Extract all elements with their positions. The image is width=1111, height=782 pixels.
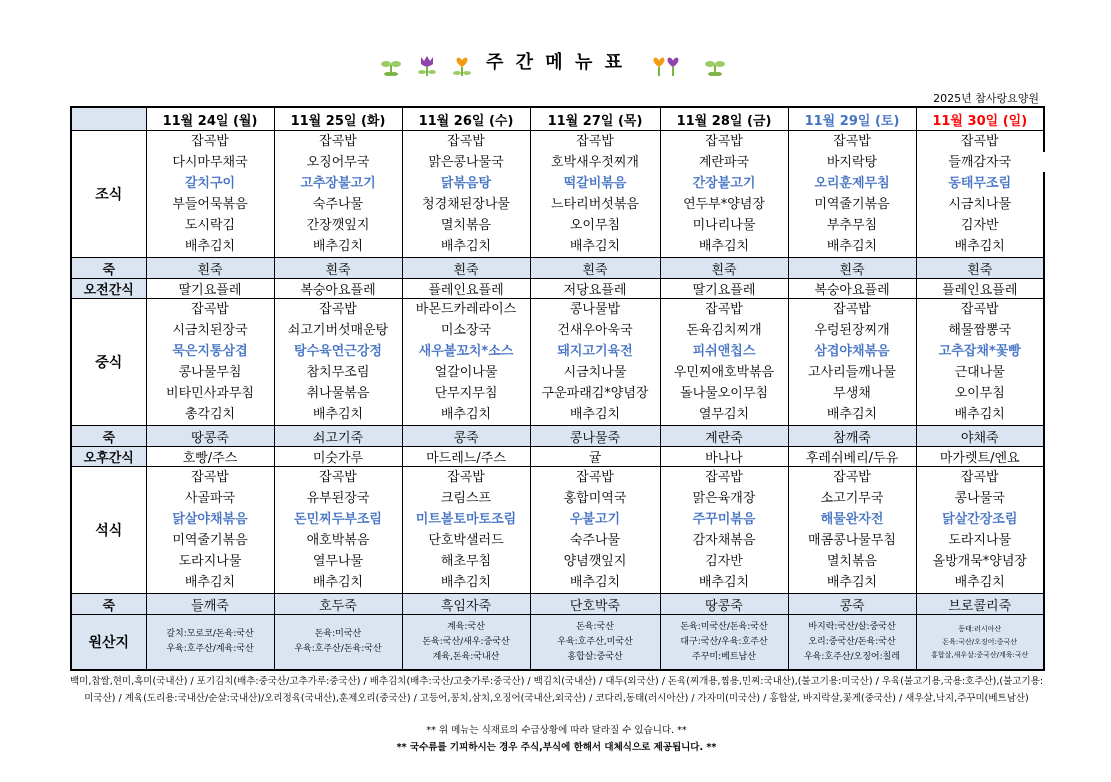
menu-item: 양념깻잎지 [563,554,627,569]
menu-item: 잡곡밥 [833,134,871,149]
menu-item: 사골파국 [184,491,236,506]
day-header: 11월 30일 (일) [916,107,1044,131]
menu-item: 단무지무침 [434,386,498,401]
title-row [0,44,1111,84]
menu-item: 돌나물오이무침 [680,386,768,401]
origin-label: 원산지 [71,615,146,671]
breakfast-cell [660,131,788,258]
menu-item: 잡곡밥 [191,470,229,485]
menu-item: 배추김치 [184,575,236,590]
menu-item: 연두부*양념장 [683,197,765,212]
menu-item: 부추무침 [826,218,878,233]
heart-flower-pair-icon [646,54,686,78]
pm-snack-row [71,447,1044,467]
menu-item: 청경채된장나물 [422,197,510,212]
pm-snack-item: 후레쉬베리/두유 [788,447,916,467]
menu-item: 배추김치 [569,407,621,422]
menu-item: 바몬드카레라이스 [415,302,517,317]
menu-item: 얼갈이나물 [434,365,498,380]
menu-item: 느타리버섯볶음 [551,197,639,212]
menu-item: 배추김치 [954,239,1005,254]
origin-line: 돈육:미국산 [314,629,362,639]
origin-cell [274,615,402,671]
origin-line: 주꾸미:베트남산 [692,651,756,662]
lunch-row [71,299,1044,426]
menu-item: 배추김치 [569,239,621,254]
lunch-cell [146,299,274,426]
menu-item: 고추장불고기 [300,176,376,191]
lunch-porridge-label: 죽 [71,426,146,447]
menu-item: 도시락김 [184,218,236,233]
menu-item: 배추김치 [954,575,1005,590]
menu-item: 애호박볶음 [306,533,370,548]
menu-item: 잡곡밥 [447,470,485,485]
am-snack-item: 저당요플레 [530,279,660,299]
origin-cell [402,615,530,671]
menu-item: 배추김치 [826,407,878,422]
menu-item: 김자반 [960,218,999,233]
origin-cell [788,615,916,671]
menu-item: 열무나물 [312,554,364,569]
menu-item: 콩나물국 [954,491,1005,506]
origin-line: 바지락:국산/살:중국산 [808,621,896,632]
breakfast-porridge-item: 흰죽 [660,258,788,279]
menu-item: 잡곡밥 [319,302,357,317]
day-header: 11월 24일 (월) [146,107,274,131]
origin-line: 우육:호주산/계육:국산 [166,644,254,654]
menu-item: 다시마무채국 [172,155,248,170]
dinner-cell [530,467,660,594]
lunch-porridge-item: 콩나물죽 [530,426,660,447]
pm-snack-label: 오후간식 [71,447,146,467]
menu-item: 새우볼꼬치*소스 [418,344,514,359]
menu-item: 콩나물밥 [569,302,621,317]
breakfast-cell [530,131,660,258]
dinner-cell [274,467,402,594]
menu-item: 닭살간장조림 [942,512,1018,527]
dinner-porridge-item: 땅콩죽 [660,594,788,615]
menu-item: 소고기무국 [820,491,884,506]
origin-line: 동태:러시아산 [958,624,1002,633]
menu-item: 고사리들깨나물 [808,365,896,380]
menu-item: 들깨감자국 [948,155,1012,170]
am-snack-item: 플레인요플레 [402,279,530,299]
menu-item: 도라지나물 [178,554,242,569]
menu-item: 올방개묵*양념장 [932,554,1027,569]
dinner-cell [402,467,530,594]
dinner-porridge-item: 단호박죽 [530,594,660,615]
menu-item: 잡곡밥 [833,302,871,317]
menu-item: 바지락탕 [826,155,878,170]
menu-item: 간장불고기 [692,176,756,191]
dinner-porridge-item: 브로콜리죽 [916,594,1044,615]
menu-item: 맑은육개장 [692,491,756,506]
edge-gap [1040,152,1046,172]
pm-snack-item: 미숫가루 [274,447,402,467]
menu-item: 돼지고기육전 [557,344,633,359]
origin-line: 갈치:모로코/돈육:국산 [166,629,254,639]
lunch-porridge-row [71,426,1044,447]
origin-line: 돈육:국산/새우:중국산 [422,636,510,647]
menu-item: 잡곡밥 [960,302,999,317]
am-snack-item: 복숭아요플레 [274,279,402,299]
breakfast-porridge-label: 죽 [71,258,146,279]
menu-item: 배추김치 [312,575,364,590]
change-note: ** 위 메뉴는 식재료의 수급상황에 따라 달라질 수 있습니다. ** [426,725,687,736]
menu-item: 호박새우젓찌개 [551,155,639,170]
dinner-porridge-item: 들깨죽 [146,594,274,615]
day-header: 11월 28일 (금) [660,107,788,131]
origin-cell [660,615,788,671]
menu-item: 잡곡밥 [705,134,743,149]
menu-item: 우민찌애호박볶음 [673,365,775,380]
menu-item: 비타민사과무침 [166,386,254,401]
menu-item: 시금치나물 [563,365,627,380]
pm-snack-item: 바나나 [660,447,788,467]
dinner-row [71,467,1044,594]
menu-item: 숙주나물 [569,533,621,548]
origin-line: 우육:호주산,미국산 [557,636,633,647]
menu-item: 미소장국 [440,323,492,338]
menu-item: 미역줄기볶음 [814,197,890,212]
origin-line: 우육:호주산/돈육:국산 [294,644,382,654]
menu-item: 주꾸미볶음 [692,512,756,527]
menu-item: 잡곡밥 [191,302,229,317]
header-corner [71,107,146,131]
menu-item: 잡곡밥 [960,134,999,149]
am-snack-item: 딸기요플레 [660,279,788,299]
menu-item: 배추김치 [698,239,750,254]
menu-item: 총각김치 [184,407,236,422]
pm-snack-item: 마가렛트/엔요 [916,447,1044,467]
menu-item: 배추김치 [440,575,492,590]
menu-item: 해물짬뽕국 [948,323,1012,338]
origin-note: 백미,찹쌀,현미,흑미(국내산) / 포기김치(배추:중국산/고추가루:중국산) / 배추김치(배추:국산/고춧가루:중국산) / 백김치(국내산) / 대두(외국산) / 돈육(찌개용,찜용,민찌:국내산),(불고기용:미국산) / 우육(불고기용,국용:호주산),(불고기용:미국산) / 계육(도리용:국내산/순살:국내산)/오리정육(국내산),훈제오리(중국산) / 고등어,꽁치,삼치,오징어(국내산,외국산) / 코다리,동태(러시아산) / 가자미(미국산) / 홍합살, 바지락살,꽃게(중국산) / 새우살,낙지,주꾸미(베트남산) [70,676,1044,704]
origin-line: 홍합살:중국산 [567,651,623,662]
menu-item: 삼겹야채볶음 [814,344,890,359]
menu-item: 배추김치 [826,239,878,254]
breakfast-porridge-item: 흰죽 [916,258,1044,279]
menu-item: 탕수육연근강정 [294,344,382,359]
am-snack-label: 오전간식 [71,279,146,299]
menu-item: 멸치볶음 [440,218,492,233]
lunch-porridge-item: 콩죽 [402,426,530,447]
origin-line: 홍합살,새우살:중국산/계육:국산 [931,650,1029,659]
menu-item: 간장깻잎지 [306,218,370,233]
am-snack-item: 플레인요플레 [916,279,1044,299]
day-header: 11월 27일 (목) [530,107,660,131]
pm-snack-item: 마드레느/주스 [402,447,530,467]
breakfast-cell [274,131,402,258]
menu-item: 무생채 [833,386,871,401]
menu-item: 멸치볶음 [826,554,878,569]
dinner-label: 석식 [71,467,146,594]
menu-item: 해초무침 [440,554,492,569]
menu-item: 맑은콩나물국 [428,155,504,170]
substitute-note: ** 국수류를 기피하시는 경우 주식,부식에 한해서 대체식으로 제공됩니다. ** [396,742,717,753]
menu-item: 우렁된장찌개 [814,323,890,338]
origin-line: 우육:호주산/오징어:칠레 [803,651,901,662]
breakfast-row [71,131,1044,258]
am-snack-item: 복숭아요플레 [788,279,916,299]
lunch-porridge-item: 야채죽 [916,426,1044,447]
breakfast-porridge-item: 흰죽 [274,258,402,279]
menu-item: 크림스프 [440,491,492,506]
dinner-porridge-label: 죽 [71,594,146,615]
menu-item: 잡곡밥 [319,134,357,149]
menu-item: 오이무침 [569,218,621,233]
menu-item: 우불고기 [569,512,621,527]
breakfast-porridge-row [71,258,1044,279]
menu-item: 잡곡밥 [705,470,743,485]
menu-item: 배추김치 [569,575,621,590]
origin-line: 오리:중국산/돈육:국산 [808,636,896,647]
lunch-label: 중식 [71,299,146,426]
weekly-menu-table [70,106,1045,671]
menu-item: 시금치된장국 [172,323,248,338]
origin-row [71,615,1044,671]
pm-snack-item: 호빵/주스 [146,447,274,467]
menu-item: 배추김치 [440,239,492,254]
menu-item: 해물완자전 [820,512,884,527]
menu-item: 도라지나물 [948,533,1012,548]
menu-item: 닭볶음탕 [440,176,492,191]
lunch-cell [660,299,788,426]
menu-item: 잡곡밥 [191,134,229,149]
menu-item: 오이무침 [954,386,1005,401]
menu-item: 떡갈비볶음 [563,176,627,191]
menu-item: 잡곡밥 [447,134,485,149]
menu-item: 열무김치 [698,407,750,422]
organization-name: 2025년 참사랑요양원 [933,92,1039,105]
origin-line: 돈육:국산 [576,621,614,632]
page-title: 주 간 메 뉴 표 [485,52,625,73]
dinner-porridge-item: 호두죽 [274,594,402,615]
menu-item: 잡곡밥 [576,470,614,485]
breakfast-porridge-item: 흰죽 [402,258,530,279]
menu-item: 오리훈제무침 [814,176,890,191]
menu-item: 돈육김치찌개 [686,323,762,338]
breakfast-cell [916,131,1044,258]
origin-line: 계육:국산 [447,621,485,632]
dinner-cell [660,467,788,594]
breakfast-cell [146,131,274,258]
menu-item: 구운파래김*양념장 [541,386,649,401]
day-header: 11월 29일 (토) [788,107,916,131]
breakfast-porridge-item: 흰죽 [146,258,274,279]
menu-item: 미나리나물 [692,218,756,233]
menu-item: 묵은지통삼겹 [172,344,248,359]
menu-item: 돈민찌두부조림 [294,512,382,527]
day-header: 11월 26일 (수) [402,107,530,131]
menu-item: 근대나물 [954,365,1005,380]
menu-item: 잡곡밥 [960,470,999,485]
menu-item: 배추김치 [440,407,492,422]
menu-item: 시금치나물 [948,197,1012,212]
menu-item: 배추김치 [826,575,878,590]
dinner-cell [146,467,274,594]
lunch-porridge-item: 참깨죽 [788,426,916,447]
menu-item: 홍합미역국 [563,491,627,506]
menu-item: 콩나물무침 [178,365,242,380]
day-header: 11월 25일 (화) [274,107,402,131]
breakfast-porridge-item: 흰죽 [788,258,916,279]
menu-item: 쇠고기버섯매운탕 [287,323,389,338]
lunch-cell [916,299,1044,426]
am-snack-item: 딸기요플레 [146,279,274,299]
menu-item: 취나물볶음 [306,386,370,401]
menu-item: 건새우아욱국 [557,323,633,338]
origin-line: 돈육:국산/오징어:중국산 [942,637,1018,646]
menu-item: 잡곡밥 [319,470,357,485]
pm-snack-item: 귤 [530,447,660,467]
menu-item: 갈치구이 [184,176,236,191]
lunch-porridge-item: 계란죽 [660,426,788,447]
dinner-cell [916,467,1044,594]
origin-line: 돈육:미국산/돈육:국산 [680,621,768,632]
menu-item: 미트볼토마토조림 [415,512,517,527]
menu-item: 부들어묵볶음 [172,197,248,212]
lunch-porridge-item: 땅콩죽 [146,426,274,447]
origin-cell [916,615,1044,671]
menu-item: 배추김치 [698,575,750,590]
menu-item: 단호박샐러드 [428,533,504,548]
menu-item: 오징어무국 [306,155,370,170]
menu-item: 배추김치 [312,239,364,254]
menu-item: 참치무조림 [306,365,370,380]
menu-item: 피쉬앤칩스 [692,344,756,359]
lunch-cell [530,299,660,426]
lunch-cell [788,299,916,426]
menu-item: 매콤콩나물무침 [808,533,896,548]
dinner-porridge-item: 흑임자죽 [402,594,530,615]
menu-item: 유부된장국 [306,491,370,506]
origin-line: 계육,돈육:국내산 [432,651,500,662]
breakfast-label: 조식 [71,131,146,258]
menu-item: 잡곡밥 [705,302,743,317]
menu-item: 미역줄기볶음 [172,533,248,548]
menu-item: 잡곡밥 [576,134,614,149]
breakfast-porridge-item: 흰죽 [530,258,660,279]
lunch-cell [402,299,530,426]
menu-item: 배추김치 [954,407,1005,422]
dinner-porridge-item: 콩죽 [788,594,916,615]
breakfast-cell [788,131,916,258]
menu-item: 배추김치 [312,407,364,422]
origin-line: 대구:국산/우육:호주산 [680,636,768,647]
breakfast-cell [402,131,530,258]
origin-cell [146,615,274,671]
menu-item: 고추잡채*꽃빵 [938,344,1021,359]
menu-item: 감자채볶음 [692,533,756,548]
dinner-porridge-row [71,594,1044,615]
menu-item: 배추김치 [184,239,236,254]
menu-item: 동태무조림 [948,176,1012,191]
menu-item: 김자반 [705,554,743,569]
menu-item: 숙주나물 [312,197,364,212]
origin-cell [530,615,660,671]
dinner-cell [788,467,916,594]
menu-item: 계란파국 [698,155,750,170]
menu-item: 닭살야채볶음 [172,512,248,527]
flower-sprout-icon [704,54,726,78]
lunch-cell [274,299,402,426]
menu-item: 잡곡밥 [833,470,871,485]
lunch-porridge-item: 쇠고기죽 [274,426,402,447]
am-snack-row [71,279,1044,299]
